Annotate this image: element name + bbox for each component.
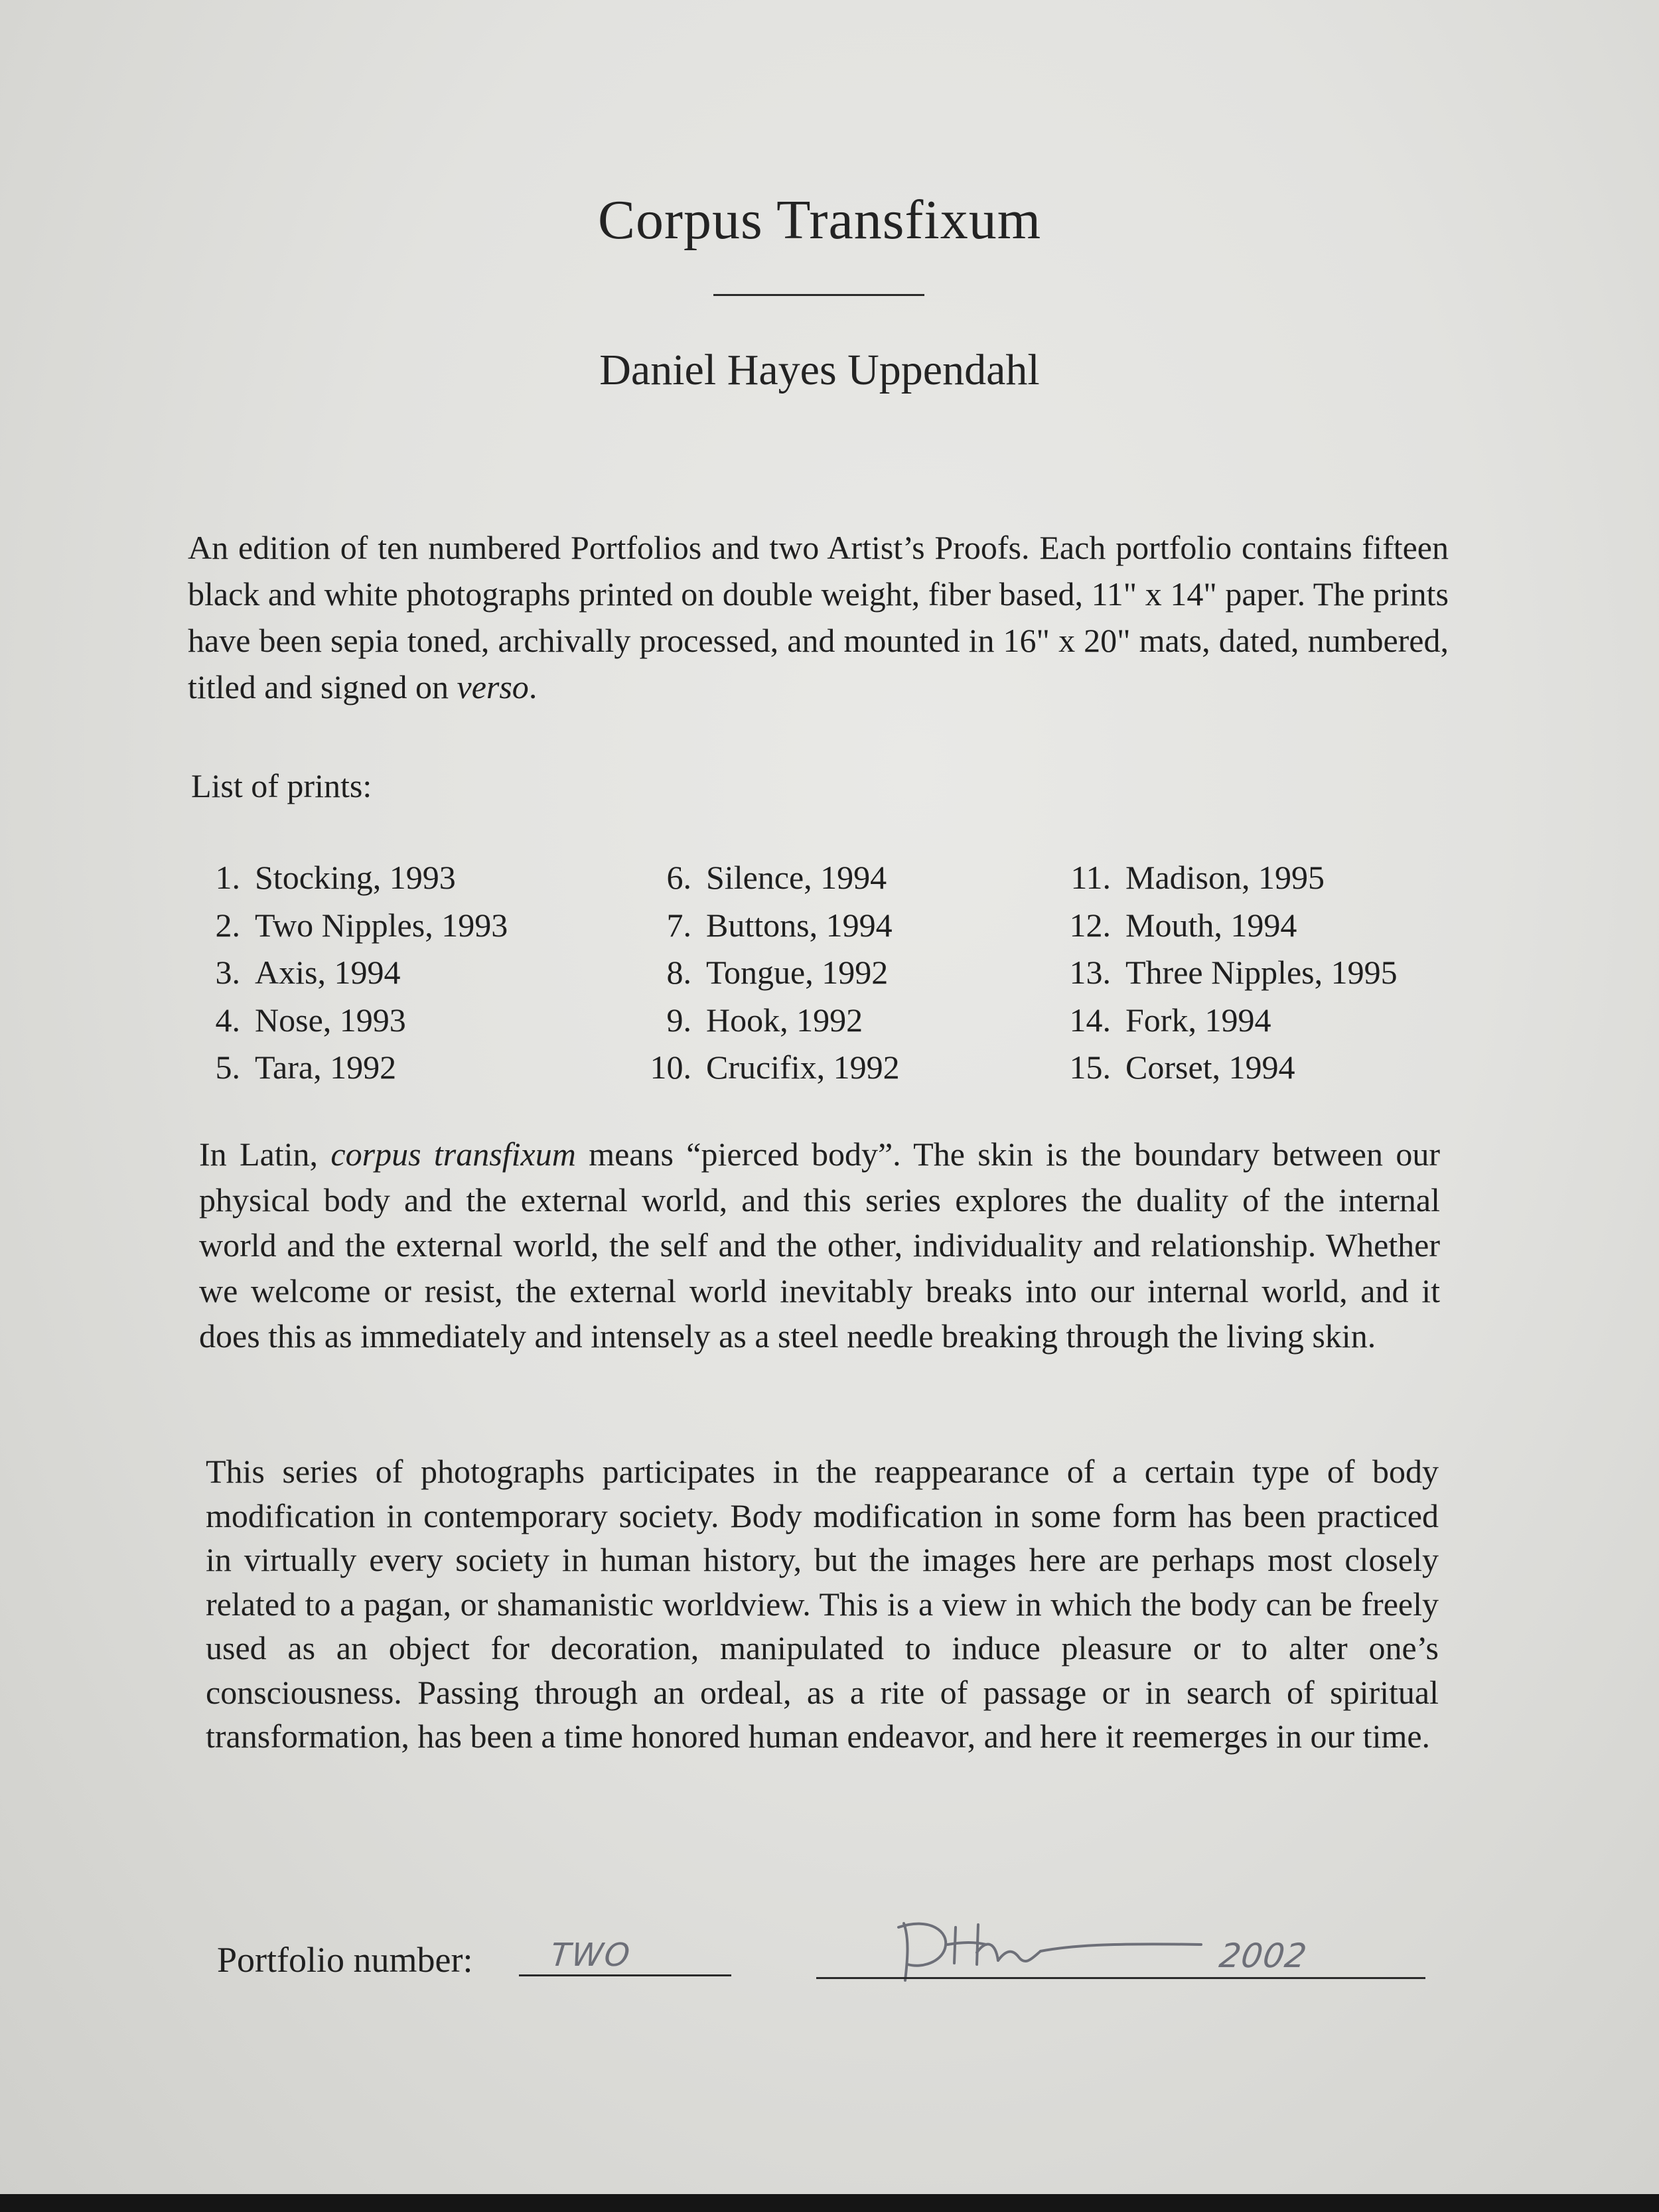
artist-signature	[889, 1911, 1208, 1984]
list-item: 13. Three Nipples, 1995	[1069, 954, 1398, 991]
list-item: 9. Hook, 1992	[666, 1001, 863, 1039]
title-divider	[713, 294, 924, 296]
list-item: 14. Fork, 1994	[1069, 1001, 1271, 1039]
page-title: Corpus Transfixum	[597, 189, 1042, 251]
list-item: 5. Tara, 1992	[215, 1049, 397, 1086]
portfolio-number-handwritten: TWO	[549, 1937, 633, 1974]
prints-column-2	[630, 854, 900, 1092]
list-item: 3. Axis, 1994	[215, 954, 401, 991]
photo-bottom-edge	[0, 2194, 1659, 2212]
list-item: 2. Two Nipples, 1993	[215, 906, 508, 944]
signature-year-handwritten: 2002	[1216, 1937, 1310, 1975]
prints-column-1	[192, 854, 508, 1092]
list-item: 15. Corset, 1994	[1069, 1049, 1295, 1086]
list-item: 4. Nose, 1993	[215, 1001, 406, 1039]
list-item: 11. Madison, 1995	[1070, 859, 1325, 896]
verso-term: verso	[457, 668, 529, 705]
prints-list-heading: List of prints:	[191, 767, 372, 804]
prints-column-3	[1050, 854, 1398, 1092]
signature-line	[816, 1977, 1425, 1979]
list-item: 6. Silence, 1994	[666, 859, 887, 896]
list-item: 1. Stocking, 1993	[215, 859, 456, 896]
edition-text: An edition of ten numbered Portfolios and two Artist’s Proofs. Each portfolio contains fifteen black and white photographs printed on double weight, fiber based, 11" x 14" paper. The prints have been sepia toned, archivally processed, and mounted in 16" x 20" mats, dated, numbered, titled and signed on	[188, 529, 1449, 705]
portfolio-number-line	[519, 1974, 731, 1976]
portfolio-number-label: Portfolio number:	[217, 1940, 473, 1980]
latin-term: corpus transfixum	[330, 1136, 576, 1173]
edition-text-end: .	[528, 668, 538, 705]
series-paragraph: This series of photographs participates in the reappearance of a certain type of body modification in contemporary society. Body modification in some form has been practiced in virtually every society in human history, but the images here are perhaps most closely related to a pagan, or shamanistic worldview. This is a view in which the body can be freely used as an object for decoration, manipulated to induce pleasure or to alter one’s consciousness. Passing through an ordeal, as a rite of passage or in search of spiritual transformation, has been a time honored human endeavor, and here it reemerges in our time.	[206, 1453, 1439, 1755]
list-item: 12. Mouth, 1994	[1069, 906, 1297, 944]
list-item: 7. Buttons, 1994	[666, 906, 893, 944]
list-item: 10. Crucifix, 1992	[650, 1049, 900, 1086]
author-name: Daniel Hayes Uppendahl	[599, 346, 1040, 394]
latin-meaning-paragraph: In Latin, corpus transfixum means “pierced body”. The skin is the boundary between our physical body and the external world, and this series explores the duality of the internal world and the external world, the self and the other, individuality and relationship. Whether we welcome or resist, the external world inevitably breaks into our internal world, and it does this as immediately and intensely as a steel needle breaking through the living skin.	[199, 1136, 1440, 1355]
edition-paragraph	[188, 524, 1449, 710]
list-item: 8. Tongue, 1992	[666, 954, 889, 991]
